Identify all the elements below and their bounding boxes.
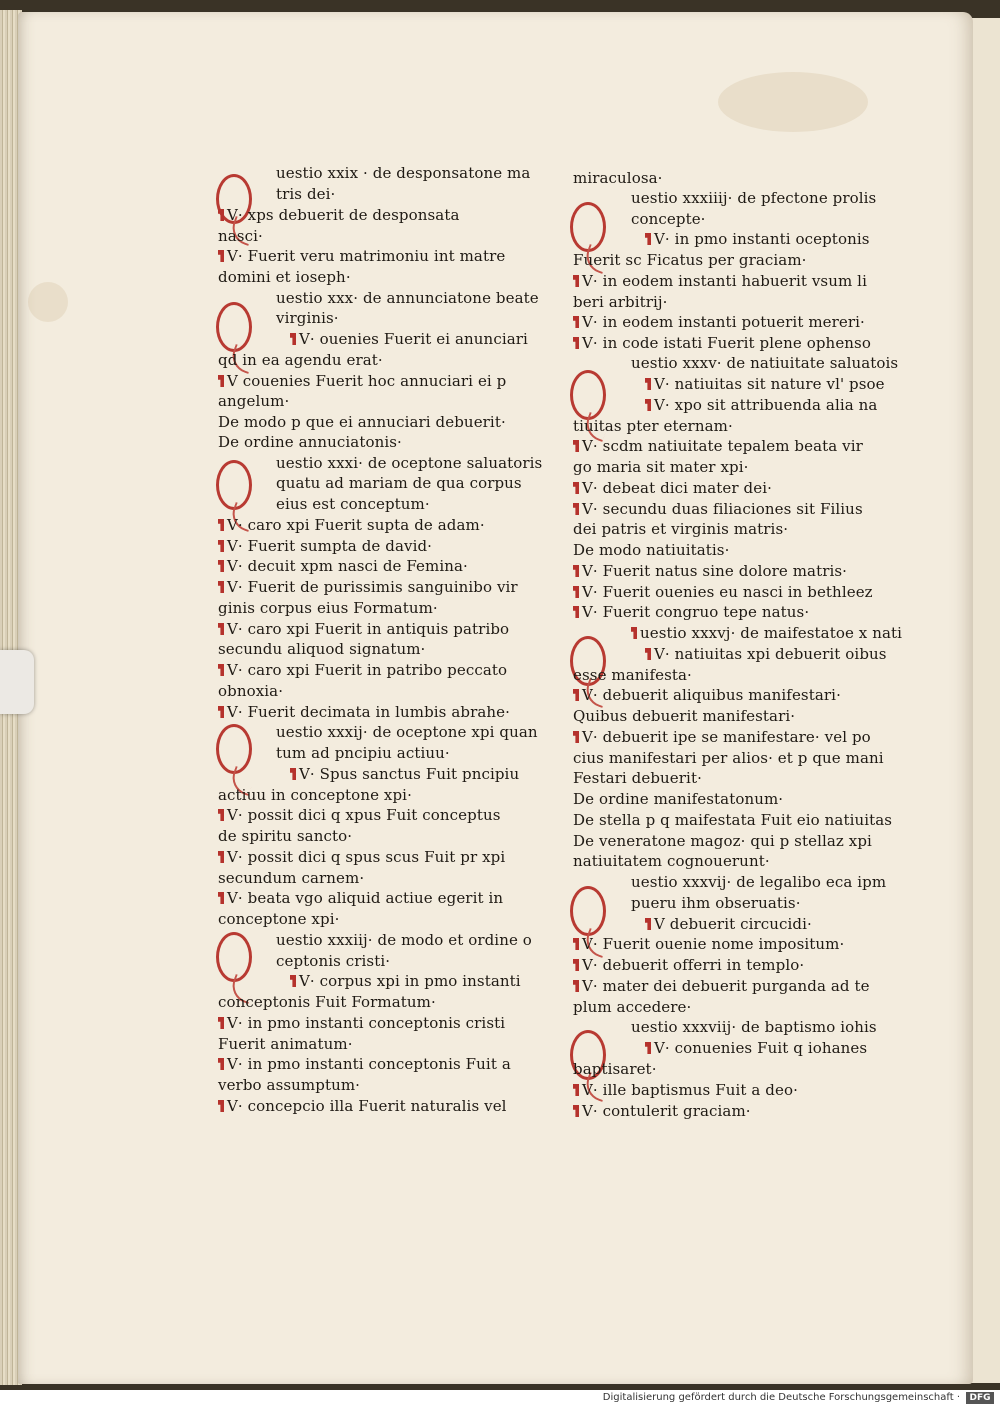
left-column-line: V· possit dici q xpus Fuit conceptus [218,807,501,824]
right-column-line: Fuerit sc Ficatus per graciam· [573,251,807,269]
left-column-line: secundum carnem· [218,869,365,887]
left-column-line: V· Fuerit decimata in lumbis abrahe· [218,704,510,721]
right-column-line: Festari debuerit· [573,769,702,787]
left-column-line: domini et ioseph· [218,268,351,286]
red-initial-q [570,886,606,936]
right-column-line: V· natiuitas xpi debuerit oibus [645,646,887,663]
paper-stain [28,282,68,322]
left-column-line: V· caro xpi Fuerit in patribo peccato [218,662,507,679]
left-column-line: uestio xxxi· de oceptone saluatoris [276,454,543,472]
red-initial-q [216,460,252,510]
right-column-line: uestio xxxv· de natiuitate saluatois [631,354,899,372]
left-column-line: uestio xxix · de desponsatone ma [276,164,531,182]
left-column-line: V· concepcio illa Fuerit naturalis vel [218,1098,507,1115]
footer-credit: Digitalisierung gefördert durch die Deutsche Forschungsgemeinschaft · [602,1392,960,1403]
right-column-line: V· xpo sit attribuenda alia na [645,397,877,414]
left-column-line: tris dei· [276,185,336,203]
red-initial-q [570,370,606,420]
right-column-line: beri arbitrij· [573,293,668,311]
dfg-logo: DFG [966,1392,994,1404]
red-initial-q [570,202,606,252]
right-column-line: V· scdm natiuitate tepalem beata vir [573,438,863,455]
left-column-line: angelum· [218,392,290,410]
right-column-line: baptisaret· [573,1060,657,1078]
right-column-line: V· conuenies Fuit q iohanes [645,1040,867,1057]
right-column-line: V· debuerit ipe se manifestare· vel po [573,729,871,746]
right-column-line: De veneratone magoz· qui p stellaz xpi [573,832,872,850]
left-column-line: ceptonis cristi· [276,952,391,970]
footer-bar [0,1390,1000,1407]
right-column-line: V· mater dei debuerit purganda ad te [573,978,870,995]
left-column-line: obnoxia· [218,682,284,700]
left-column-line: tum ad pncipiu actiuu· [276,744,450,762]
left-column-line: eius est conceptum· [276,495,430,513]
right-column-line: concepte· [631,210,706,228]
left-column-line: verbo assumptum· [218,1076,361,1094]
right-column-line: De modo natiuitatis· [573,541,730,559]
left-column-line: V· beata vgo aliquid actiue egerit in [218,890,503,907]
left-column-line: qd in ea agendu erat· [218,351,383,369]
right-column-line: uestio xxxvij· de legalibo eca ipm [631,873,887,891]
left-column-line: conceptone xpi· [218,910,340,928]
right-column-line: pueru ihm obseruatis· [631,894,801,912]
right-column-line: V· Fuerit ouenies eu nasci in bethleez [573,584,873,601]
right-column-line: De ordine manifestatonum· [573,790,784,808]
left-column-line: V· caro xpi Fuerit supta de adam· [218,517,485,534]
right-column-line: V· in pmo instanti oceptonis [645,231,870,248]
right-column-line: V· in eodem instanti potuerit mereri· [573,314,865,331]
left-column-line: quatu ad mariam de qua corpus [276,474,522,492]
left-column-line: conceptonis Fuit Formatum· [218,993,436,1011]
right-column-line: V· Fuerit congruo tepe natus· [573,604,809,621]
right-column-line: V· Fuerit natus sine dolore matris· [573,563,847,580]
right-column-line: Quibus debuerit manifestari· [573,707,796,725]
right-column-line: uestio xxxviij· de baptismo iohis [631,1018,877,1036]
right-column-line: esse manifesta· [573,666,692,684]
paper-stain [718,72,868,132]
right-column-line: V· Fuerit ouenie nome impositum· [573,936,844,953]
left-column-line: V· xps debuerit de desponsata [218,207,460,224]
right-column-line: V· in eodem instanti habuerit vsum li [573,273,867,290]
right-column-line: plum accedere· [573,998,692,1016]
left-column-line: ginis corpus eius Formatum· [218,599,438,617]
right-column-line: V debuerit circucidi· [645,916,812,933]
left-column-line: V· caro xpi Fuerit in antiquis patribo [218,621,509,638]
left-column-line: V· decuit xpm nasci de Femina· [218,558,468,575]
red-initial-q [216,932,252,982]
right-column-line: uestio xxxiiij· de pfectone prolis [631,189,877,207]
right-column-line: cius manifestari per alios· et p que mani [573,749,884,767]
facing-page-edge [970,18,1000,1383]
left-column-line: actiuu in conceptone xpi· [218,786,412,804]
left-column-line: V· Fuerit veru matrimoniu int matre [218,248,505,265]
left-column-line: nasci· [218,227,263,245]
left-column-line: V· possit dici q spus scus Fuit pr xpi [218,849,505,866]
left-column-line: V couenies Fuerit hoc annuciari ei p [218,373,506,390]
right-column-line: V· debuerit offerri in templo· [573,957,804,974]
left-column-line: Fuerit animatum· [218,1035,353,1053]
right-column-line: go maria sit mater xpi· [573,458,749,476]
left-column-line: De modo p que ei annuciari debuerit· [218,413,506,431]
right-column-line: V· in code istati Fuerit plene ophenso [573,335,871,352]
left-column-line: De ordine annuciatonis· [218,433,402,451]
left-column-line: V· Spus sanctus Fuit pncipiu [290,766,519,783]
left-column-line: V· Fuerit sumpta de david· [218,538,432,555]
red-initial-q [216,302,252,352]
left-column-line: V· ouenies Fuerit ei anunciari [290,331,528,348]
left-column-line: de spiritu sancto· [218,827,353,845]
red-initial-q [216,724,252,774]
left-column-line: V· corpus xpi in pmo instanti [290,973,521,990]
page-clip [0,650,34,714]
right-column-line: V· debeat dici mater dei· [573,480,772,497]
right-column-line: natiuitatem cognouerunt· [573,852,770,870]
right-column-line: dei patris et virginis matris· [573,520,789,538]
left-column-line: secundu aliquod signatum· [218,640,426,658]
right-column-line: miraculosa· [573,169,663,187]
left-column-line: uestio xxxij· de oceptone xpi quan [276,723,538,741]
left-column-line: V· Fuerit de purissimis sanguinibo vir [218,579,518,596]
right-column-line: uestio xxxvj· de maifestatoe x nati [631,625,902,642]
right-column-line: V· ille baptismus Fuit a deo· [573,1082,798,1099]
right-column-line: tiuitas pter eternam· [573,417,733,435]
left-column-line: uestio xxxiij· de modo et ordine o [276,931,532,949]
left-column-line: uestio xxx· de annunciatone beate [276,289,539,307]
right-column-line: V· contulerit graciam· [573,1103,751,1120]
left-column-line: V· in pmo instanti conceptonis Fuit a [218,1056,511,1073]
manuscript-page [18,12,973,1384]
right-column-line: V· natiuitas sit nature vl' psoe [645,376,885,393]
right-column-line: V· debuerit aliquibus manifestari· [573,687,841,704]
left-column-line: V· in pmo instanti conceptonis cristi [218,1015,505,1032]
right-column-line: V· secundu duas filiaciones sit Filius [573,501,863,518]
left-column-line: virginis· [276,309,339,327]
right-column-line: De stella p q maifestata Fuit eio natiuitas [573,811,893,829]
